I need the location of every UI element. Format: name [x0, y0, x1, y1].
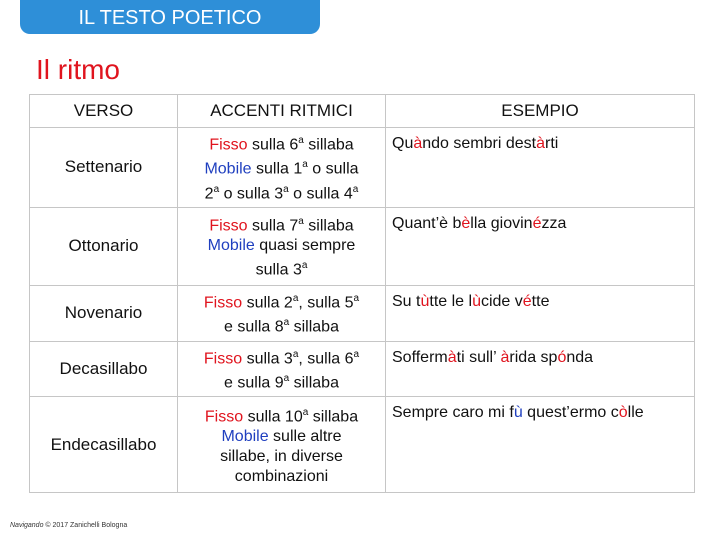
- page-title: Il ritmo: [36, 54, 120, 85]
- example-text: ù: [420, 292, 430, 310]
- accent-text: , sulla 6: [298, 349, 354, 367]
- example-text: Su t: [392, 292, 421, 310]
- accent-text: a: [298, 216, 304, 228]
- verse-table: [29, 94, 695, 493]
- accent-text: sillaba: [308, 407, 359, 425]
- verse-cell: Settenario: [30, 128, 178, 208]
- accent-text: quasi sempre: [254, 237, 356, 255]
- example-text: ó: [557, 348, 567, 366]
- accent-line: [180, 313, 383, 337]
- example-text: é: [532, 214, 542, 232]
- accent-text: a: [283, 372, 290, 384]
- example-text: Sempre caro mi f: [392, 404, 514, 422]
- accent-text: 2: [204, 184, 214, 202]
- example-text: ti sull’: [456, 348, 501, 366]
- table-row: [30, 397, 695, 493]
- accent-text: a: [302, 159, 308, 171]
- accent-text: Mobile: [221, 427, 269, 445]
- verse-cell: Ottonario: [30, 207, 178, 285]
- accent-text: combinazioni: [234, 467, 329, 485]
- accent-text: Fisso: [203, 294, 243, 312]
- example-text: ù: [513, 404, 523, 422]
- table-row: [30, 128, 695, 208]
- column-header-verso: VERSO: [30, 95, 178, 128]
- accent-line: [180, 403, 383, 427]
- example-text: à: [447, 348, 457, 366]
- footer-brand: Navigando: [10, 522, 44, 529]
- accent-line: [180, 256, 383, 280]
- example-text: quest’ermo c: [522, 404, 619, 422]
- accent-text: o sulla: [307, 160, 359, 178]
- accent-text: e sulla 9: [224, 374, 284, 392]
- accent-line: [180, 180, 383, 204]
- accents-cell: [178, 207, 386, 285]
- accents-cell: [178, 285, 386, 341]
- header-tab: IL TESTO POETICO: [20, 0, 320, 34]
- accent-text: a: [302, 406, 309, 418]
- accent-line: [180, 289, 383, 313]
- example-text: à: [536, 135, 545, 152]
- accent-line: [180, 212, 383, 236]
- accent-text: a: [292, 348, 299, 360]
- example-text: lle: [627, 404, 644, 422]
- accent-text: a: [292, 292, 299, 304]
- footer-text: © 2017 Zanichelli Bologna: [43, 522, 128, 529]
- accent-text: Mobile: [204, 160, 252, 178]
- accent-text: a: [353, 292, 360, 304]
- verse-cell: Decasillabo: [30, 341, 178, 397]
- verse-cell: Novenario: [30, 285, 178, 341]
- example-cell: [386, 341, 695, 397]
- accent-line: [180, 155, 383, 179]
- example-cell: [386, 128, 695, 208]
- accent-text: e sulla 8: [224, 318, 284, 336]
- example-text: é: [522, 292, 532, 310]
- accent-text: sillabe, in diverse: [220, 447, 343, 465]
- accent-text: a: [301, 260, 308, 272]
- example-text: tte le l: [429, 292, 473, 310]
- accent-text: sulla 1: [251, 160, 303, 178]
- example-text: nda: [566, 348, 594, 366]
- example-text: rti: [545, 135, 559, 152]
- accent-text: a: [352, 183, 359, 195]
- accents-cell: [178, 397, 386, 493]
- example-cell: [386, 285, 695, 341]
- accent-line: [180, 467, 383, 487]
- accent-text: sillaba: [303, 217, 354, 235]
- example-text: è: [461, 214, 471, 232]
- accent-text: sulla 2: [242, 294, 293, 312]
- accent-text: Fisso: [209, 217, 248, 235]
- accent-text: o sulla 4: [288, 184, 353, 202]
- accent-text: a: [298, 135, 304, 146]
- example-text: cide v: [480, 292, 523, 310]
- example-text: ò: [618, 404, 628, 422]
- example-text: zza: [541, 214, 567, 232]
- example-text: Quant’è b: [392, 214, 462, 232]
- example-text: tte: [531, 292, 550, 310]
- accent-text: a: [213, 183, 220, 195]
- accent-text: a: [353, 348, 360, 360]
- accent-line: [180, 427, 383, 447]
- example-cell: [386, 397, 695, 493]
- table-row: [30, 207, 695, 285]
- accent-text: sulla 3: [255, 261, 302, 279]
- accent-text: Fisso: [203, 349, 243, 367]
- accent-text: sulla 7: [247, 217, 299, 235]
- accent-line: [180, 345, 383, 369]
- example-text: ù: [472, 292, 481, 310]
- accents-cell: [178, 341, 386, 397]
- copyright-footer: [10, 522, 127, 529]
- accents-cell: [178, 128, 386, 208]
- example-text: à: [413, 135, 423, 152]
- accent-text: sulla 6: [247, 136, 299, 154]
- verse-cell: Endecasillabo: [30, 397, 178, 493]
- accent-text: sillaba: [289, 374, 339, 392]
- example-text: lla giovin: [470, 214, 533, 232]
- example-cell: [386, 207, 695, 285]
- accent-text: sulla 3: [242, 349, 293, 367]
- accent-text: , sulla 5: [298, 294, 354, 312]
- table-row: [30, 285, 695, 341]
- accent-text: Fisso: [209, 136, 248, 154]
- column-header-accenti: ACCENTI RITMICI: [178, 95, 386, 128]
- accent-line: [180, 369, 383, 393]
- table-row: [30, 341, 695, 397]
- table-body: [30, 128, 695, 493]
- example-text: à: [500, 348, 510, 366]
- accent-text: Mobile: [207, 237, 255, 255]
- accent-text: sillaba: [303, 136, 354, 154]
- example-text: Sofferm: [392, 348, 448, 366]
- accent-line: [180, 236, 383, 256]
- accent-line: [180, 447, 383, 467]
- accent-text: o sulla 3: [219, 184, 284, 202]
- example-text: ndo sembri dest: [422, 135, 537, 152]
- accent-text: sulla 10: [243, 407, 303, 425]
- example-text: Qu: [392, 135, 414, 152]
- accent-text: sillaba: [289, 318, 339, 336]
- accent-text: sulle altre: [268, 427, 342, 445]
- table-header-row: [30, 95, 695, 128]
- accent-text: a: [283, 183, 289, 195]
- column-header-esempio: ESEMPIO: [386, 95, 695, 128]
- example-text: rida sp: [509, 348, 558, 366]
- accent-line: [180, 131, 383, 155]
- accent-text: a: [283, 317, 290, 329]
- accent-text: Fisso: [204, 407, 244, 425]
